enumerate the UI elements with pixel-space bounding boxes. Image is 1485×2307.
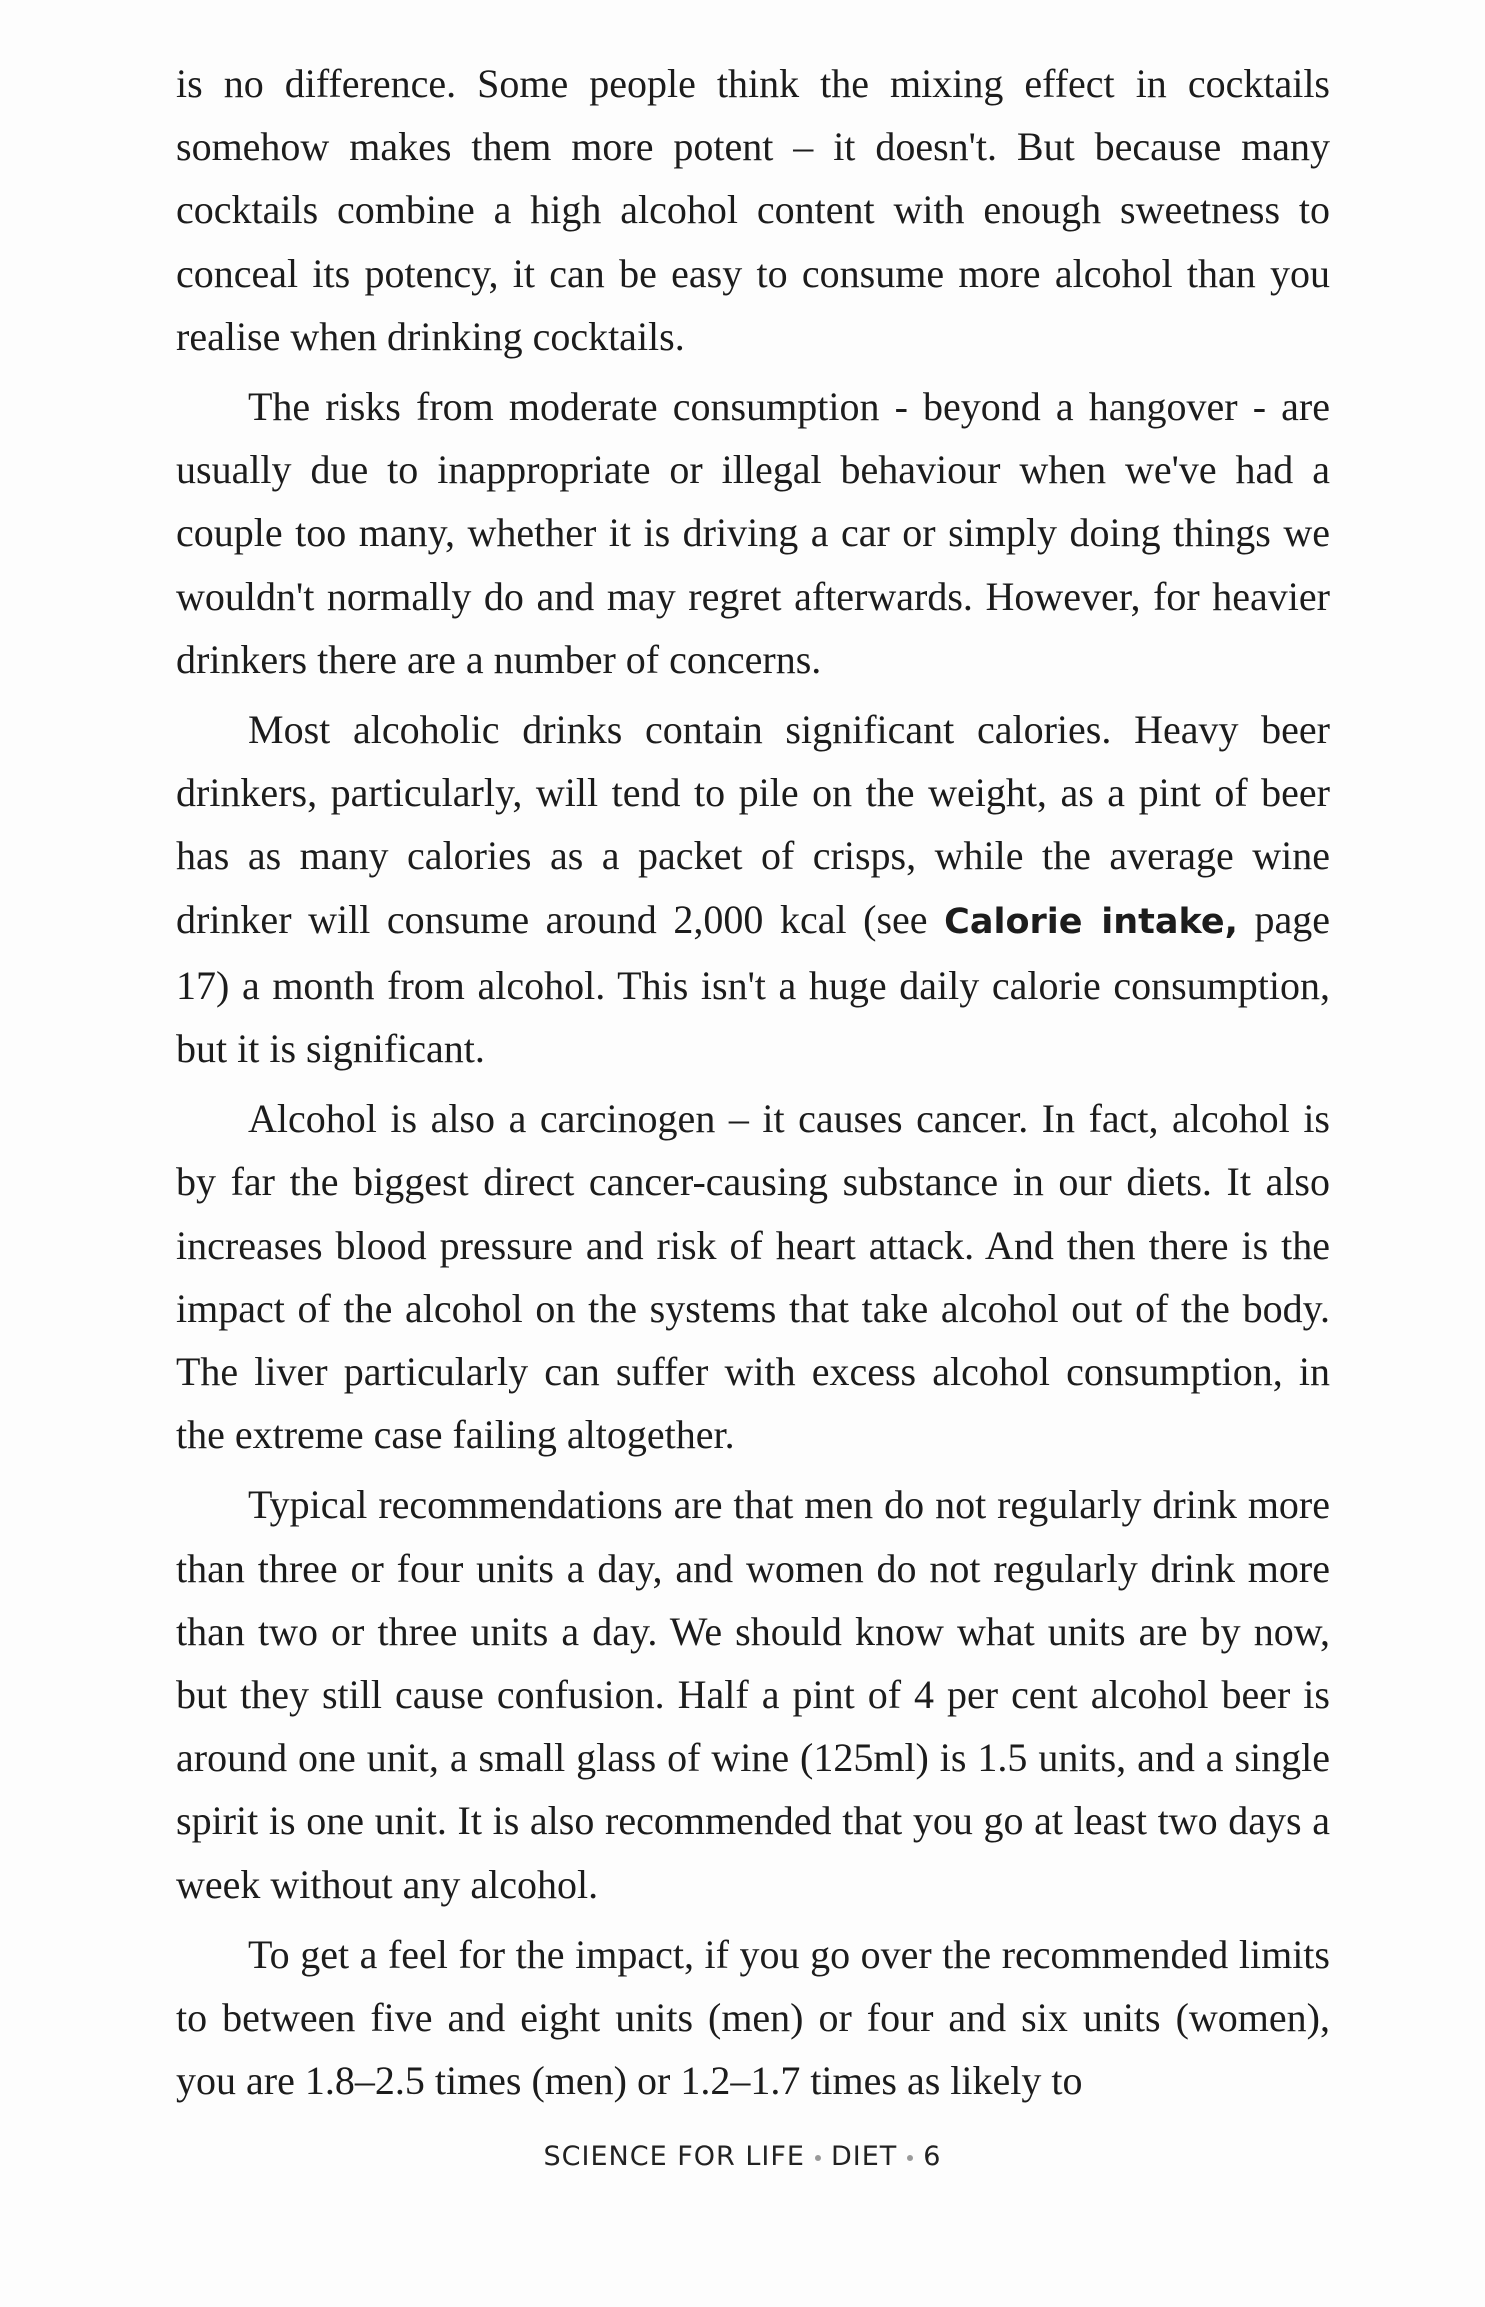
- calorie-intake-reference: Calorie intake,: [944, 901, 1238, 942]
- body-text: [176, 52, 1330, 2113]
- page-footer: [0, 2141, 1485, 2172]
- paragraph-5: Typical recommendations are that men do not regularly drink more than three or four units a day, and women do not regularly drink more than two or three units a day. We should know what units are by now, but they still cause confusion. Half a pint of 4 per cent alcohol beer is around one unit, a small glass of wine (125ml) is 1.5 units, and a single spirit is one unit. It is also recommended that you go at least two days a week without any alcohol.: [176, 1482, 1330, 1907]
- paragraph-3-text-after: page 17) a month from alcohol. This isn't a huge daily calorie consumption, but it is significant.: [176, 896, 1330, 1072]
- footer-section: DIET: [830, 2141, 898, 2172]
- paragraph-3: [176, 698, 1330, 1080]
- separator-dot-icon: [815, 2155, 821, 2161]
- paragraph-1: is no difference. Some people think the mixing effect in cocktails somehow makes them more potent – it doesn't. But because many cocktails combine a high alcohol content with enough sweetness to conceal its potency, it can be easy to consume more alcohol than you realise when drinking cocktails.: [176, 61, 1330, 359]
- page-number: 6: [923, 2141, 942, 2172]
- paragraph-2: The risks from moderate consumption - beyond a hangover - are usually due to inappropriate or illegal behaviour when we've had a couple too many, whether it is driving a car or simply doing things we wouldn't normally do and may regret afterwards. However, for heavier drinkers there are a number of concerns.: [176, 384, 1330, 682]
- paragraph-3-text-before: Most alcoholic drinks contain significant calories. Heavy beer drinkers, particularly, will tend to pile on the weight, as a pint of beer has as many calories as a packet of crisps, while the average wine drinker will consume around 2,000 kcal (see: [176, 707, 1330, 942]
- separator-dot-icon: [907, 2155, 913, 2161]
- footer-series: SCIENCE FOR LIFE: [543, 2141, 805, 2172]
- paragraph-6: To get a feel for the impact, if you go over the recommended limits to between five and eight units (men) or four and six units (women), you are 1.8–2.5 times (men) or 1.2–1.7 times as likely to: [176, 1931, 1330, 2104]
- paragraph-4: Alcohol is also a carcinogen – it causes cancer. In fact, alcohol is by far the biggest direct cancer-causing substance in our diets. It also increases blood pressure and risk of heart attack. And then there is the impact of the alcohol on the systems that take alcohol out of the body. The liver particularly can suffer with excess alcohol consumption, in the extreme case failing altogether.: [176, 1096, 1330, 1458]
